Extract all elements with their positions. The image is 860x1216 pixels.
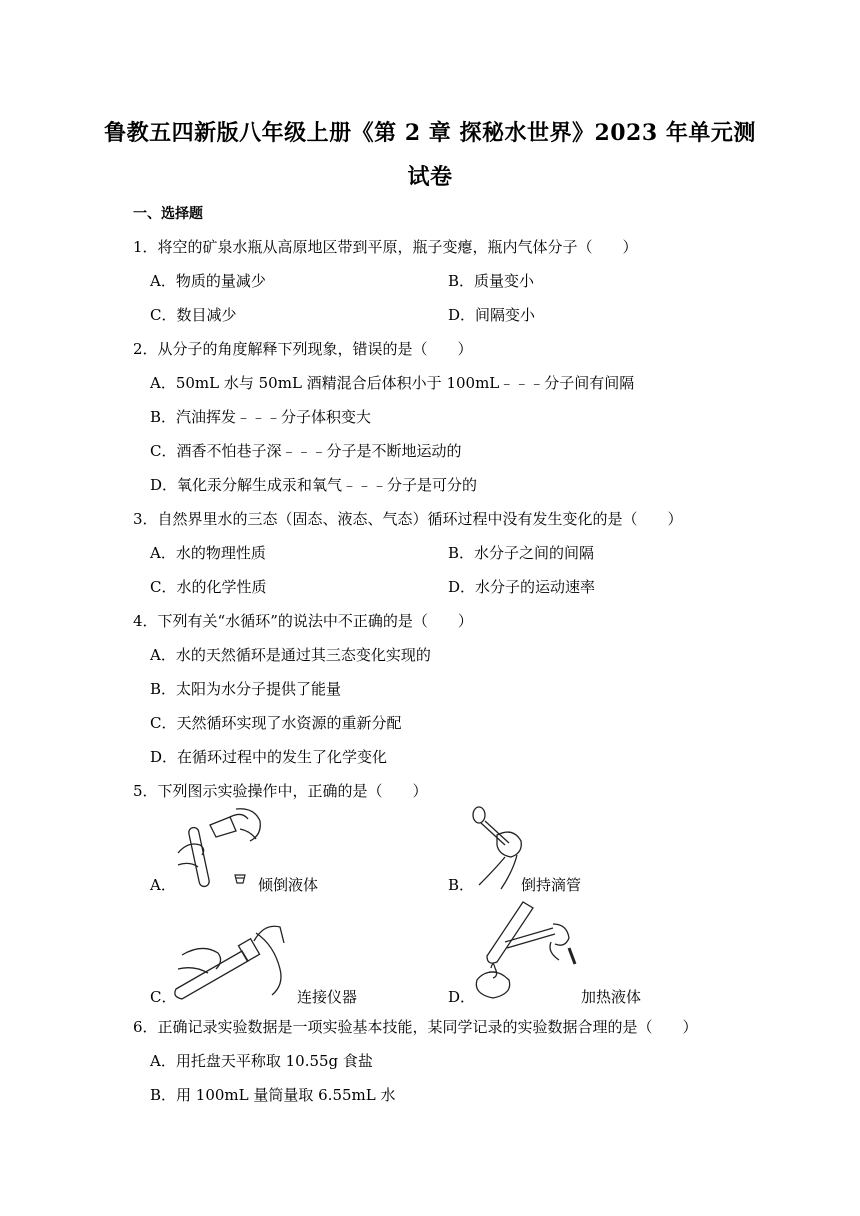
question-2-stem: 2．从分子的角度解释下列现象，错误的是（ ） [133, 340, 473, 358]
question-1-stem: 1．将空的矿泉水瓶从高原地区带到平原，瓶子变瘪，瓶内气体分子（ ） [133, 238, 638, 256]
question-3-stem: 3．自然界里水的三态（固态、液态、气态）循环过程中没有发生变化的是（ ） [133, 510, 683, 528]
question-1-option-c: C．数目减少 [150, 306, 237, 324]
question-3-option-a: A．水的物理性质 [150, 544, 266, 562]
question-5-option-b-label: B． [448, 876, 475, 894]
question-2-option-c: C．酒香不怕巷子深﹣﹣﹣分子是不断地运动的 [150, 442, 462, 460]
question-5-option-c-caption: 连接仪器 [297, 988, 358, 1006]
question-1-option-b: B．质量变小 [448, 272, 535, 290]
question-1-option-a: A．物质的量减少 [150, 272, 266, 290]
question-5-option-c-label: C． [150, 988, 177, 1006]
section-heading: 一、选择题 [133, 206, 203, 222]
question-3-option-d: D．水分子的运动速率 [448, 578, 596, 596]
connecting-apparatus-illustration [168, 915, 298, 1000]
question-5-option-b-caption: 倒持滴管 [521, 876, 582, 894]
question-6-stem: 6．正确记录实验数据是一项实验基本技能，某同学记录的实验数据合理的是（ ） [133, 1018, 698, 1036]
question-5-option-d-label: D． [448, 988, 476, 1006]
stopper-icon [233, 873, 247, 885]
page-title: 鲁教五四新版八年级上册《第 2 章 探秘水世界》2023 年单元测 [104, 120, 756, 146]
question-2-option-d: D．氧化汞分解生成汞和氧气﹣﹣﹣分子是可分的 [150, 476, 478, 494]
question-2-option-b: B．汽油挥发﹣﹣﹣分子体积变大 [150, 408, 372, 426]
question-6-option-a: A．用托盘天平称取 10.55g 食盐 [150, 1052, 373, 1070]
page-title-continued: 试卷 [407, 164, 453, 190]
question-2-option-a: A．50mL 水与 50mL 酒精混合后体积小于 100mL﹣﹣﹣分子间有间隔 [150, 374, 635, 392]
question-3-option-c: C．水的化学性质 [150, 578, 267, 596]
question-5-option-a-caption: 倾倒液体 [258, 876, 319, 894]
question-4-option-b: B．太阳为水分子提供了能量 [150, 680, 342, 698]
question-1-option-d: D．间隔变小 [448, 306, 536, 324]
question-4-option-c: C．天然循环实现了水资源的重新分配 [150, 714, 402, 732]
question-6-option-b: B．用 100mL 量筒量取 6.55mL 水 [150, 1086, 396, 1104]
question-5-option-a-label: A． [150, 876, 176, 894]
heating-liquid-illustration [465, 898, 590, 1003]
question-4-option-d: D．在循环过程中的发生了化学变化 [150, 748, 388, 766]
question-5-option-d-caption: 加热液体 [581, 988, 642, 1006]
question-4-stem: 4．下列有关“水循环”的说法中不正确的是（ ） [133, 612, 473, 630]
question-5-stem: 5．下列图示实验操作中，正确的是（ ） [133, 782, 428, 800]
question-4-option-a: A．水的天然循环是通过其三态变化实现的 [150, 646, 431, 664]
question-3-option-b: B．水分子之间的间隔 [448, 544, 595, 562]
pouring-liquid-illustration [170, 805, 270, 890]
